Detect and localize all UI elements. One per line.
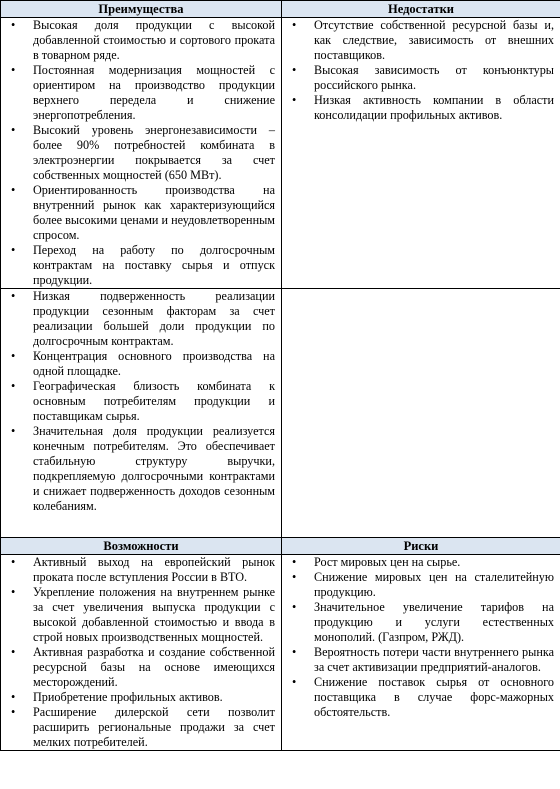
strengths-cell-top [1, 18, 282, 289]
strengths-list-top [1, 18, 281, 288]
list-item: • Активный выход на европейский рынок проката после вступления России в ВТО. [1, 555, 275, 585]
list-item: • Значительная доля продукции реализуется конечным потребителям. Это обеспечивает стабильную структуру выручки, подкрепляемую долгосрочными контрактами и снижает подверженность доходов сезонным колебаниям. [1, 424, 275, 514]
list-item: • Высокая зависимость от конъюнктуры российского рынка. [282, 63, 554, 93]
list-item: • Активная разработка и создание собственной ресурсной базы на основе имеющихся месторождений. [1, 645, 275, 690]
list-item: • Низкая активность компании в области консолидации профильных активов. [282, 93, 554, 123]
threats-header: Риски [282, 538, 560, 555]
list-item: • Постоянная модернизация мощностей с ориентиром на производство продукции верхнего передела и снижение энергопотребления. [1, 63, 275, 123]
strengths-cell-bottom [1, 289, 282, 538]
opportunities-list [1, 555, 281, 750]
weaknesses-list [282, 18, 560, 123]
weaknesses-cell-empty [282, 289, 560, 538]
list-item: • Расширение дилерской сети позволит расширить региональные продажи за счет мелких потребителей. [1, 705, 275, 750]
list-item: • Укрепление положения на внутреннем рынке за счет увеличения выпуска продукции с высокой добавленной стоимостью и ввода в строй новых производственных мощностей. [1, 585, 275, 645]
weaknesses-cell [282, 18, 560, 289]
threats-list [282, 555, 560, 720]
list-item: • Вероятность потери части внутреннего рынка за счет активизации предприятий-аналогов. [282, 645, 554, 675]
list-item: • Рост мировых цен на сырье. [282, 555, 554, 570]
list-item: • Низкая подверженность реализации продукции сезонным факторам за счет реализации большей доли продукции по долгосрочным контрактам. [1, 289, 275, 349]
weaknesses-header: Недостатки [282, 1, 560, 18]
list-item: • Концентрация основного производства на одной площадке. [1, 349, 275, 379]
list-item: • Переход на работу по долгосрочным контрактам на поставку сырья и отпуск продукции. [1, 243, 275, 288]
list-item: • Географическая близость комбината к основным потребителям продукции и поставщикам сырья. [1, 379, 275, 424]
strengths-header: Преимущества [1, 1, 282, 18]
list-item: • Высокая доля продукции с высокой добавленной стоимостью и сортового проката в товарном ряде. [1, 18, 275, 63]
list-item: • Высокий уровень энергонезависимости – более 90% потребностей комбината в электроэнергии покрывается за счет собственных мощностей (650 МВт). [1, 123, 275, 183]
list-item: • Ориентированность производства на внутренний рынок как характеризующийся более высокими ценами и неудовлетворенным спросом. [1, 183, 275, 243]
list-item: • Снижение поставок сырья от основного поставщика в случае форс-мажорных обстоятельств. [282, 675, 554, 720]
strengths-list-bottom [1, 289, 281, 514]
threats-cell [282, 555, 560, 751]
opportunities-header: Возможности [1, 538, 282, 555]
list-item: • Значительное увеличение тарифов на продукцию и услуги естественных монополий. (Газпром, РЖД). [282, 600, 554, 645]
list-item: • Снижение мировых цен на сталелитейную продукцию. [282, 570, 554, 600]
list-item: • Отсутствие собственной ресурсной базы и, как следствие, зависимость от внешних поставщиков. [282, 18, 554, 63]
opportunities-cell [1, 555, 282, 751]
list-item: • Приобретение профильных активов. [1, 690, 275, 705]
